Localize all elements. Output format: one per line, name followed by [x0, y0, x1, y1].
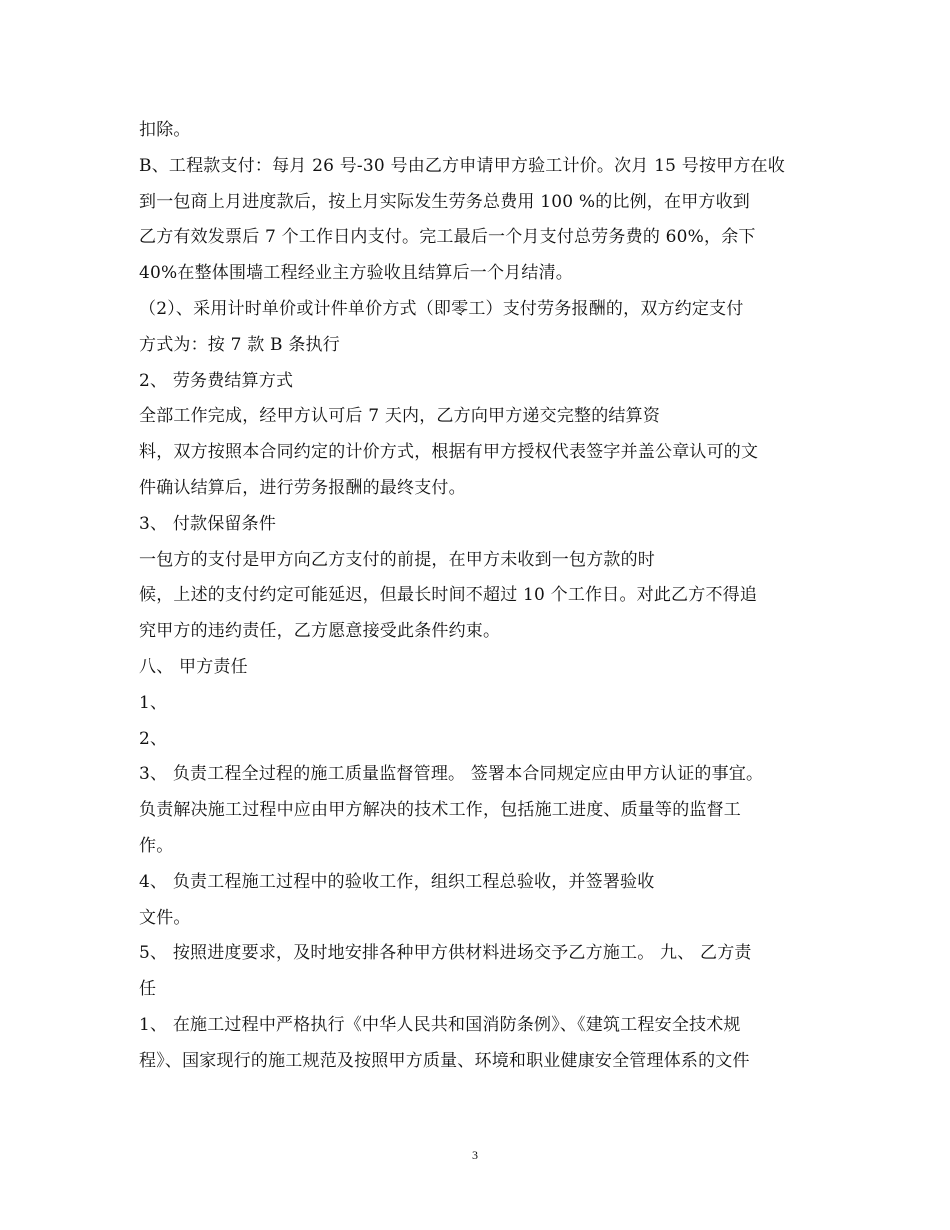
text-line: （2）、采用计时单价或计件单价方式（即零工）支付劳务报酬的，双方约定支付	[139, 298, 744, 319]
text-line: 扣除。	[139, 120, 191, 140]
text-line: 作。	[139, 835, 174, 856]
text-line: 全部工作完成，经甲方认可后 7 天内，乙方向甲方递交完整的结算资	[139, 406, 661, 427]
text-line: 程》、国家现行的施工规范及按照甲方质量、环境和职业健康安全管理体系的文件	[139, 1050, 750, 1071]
document-body	[139, 113, 829, 1080]
text-line: 候，上述的支付约定可能延迟，但最长时间不超过 10 个工作日。对此乙方不得追	[139, 585, 758, 606]
text-line: 负责解决施工过程中应由甲方解决的技术工作，包括施工进度、质量等的监督工	[139, 800, 741, 821]
section-heading: 3、 付款保留条件	[139, 513, 277, 534]
list-item: 5、 按照进度要求，及时地安排各种甲方供材料进场交予乙方施工。 九、 乙方责	[139, 943, 752, 964]
text-line: 方式为：按 7 款 B 条执行	[139, 334, 340, 355]
text-line: 料，双方按照本合同约定的计价方式，根据有甲方授权代表签字并盖公章认可的文	[139, 442, 759, 463]
text-line: 到一包商上月进度款后，按上月实际发生劳务总费用 100 %的比例，在甲方收到	[139, 191, 751, 212]
text-line: 任	[139, 979, 157, 1000]
list-item: 1、	[139, 692, 168, 713]
text-line: 件确认结算后，进行劳务报酬的最终支付。	[139, 477, 466, 498]
text-line: 文件。	[139, 907, 191, 928]
list-item: 4、 负责工程施工过程中的验收工作，组织工程总验收，并签署验收	[139, 871, 655, 892]
text-line: 40%在整体围墙工程经业主方验收且结算后一个月结清。	[139, 263, 573, 284]
section-heading: 2、 劳务费结算方式	[139, 370, 294, 391]
text-line: 乙方有效发票后 7 个工作日内支付。完工最后一个月支付总劳务费的 60%，余下	[139, 227, 756, 248]
list-item: 3、 负责工程全过程的施工质量监督管理。 签署本合同规定应由甲方认证的事宜。	[139, 764, 764, 785]
list-item: 2、	[139, 728, 168, 749]
list-item: 1、 在施工过程中严格执行《中华人民共和国消防条例》、《建筑工程安全技术规	[139, 1014, 741, 1035]
text-line: B、工程款支付：每月 26 号-30 号由乙方申请甲方验工计价。次月 15 号按甲方在收	[139, 155, 785, 176]
section-heading: 八、 甲方责任	[139, 656, 248, 677]
page-number: 3	[472, 1148, 478, 1162]
text-line: 一包方的支付是甲方向乙方支付的前提，在甲方未收到一包方款的时	[139, 549, 655, 570]
text-line: 究甲方的违约责任，乙方愿意接受此条件约束。	[139, 621, 501, 642]
